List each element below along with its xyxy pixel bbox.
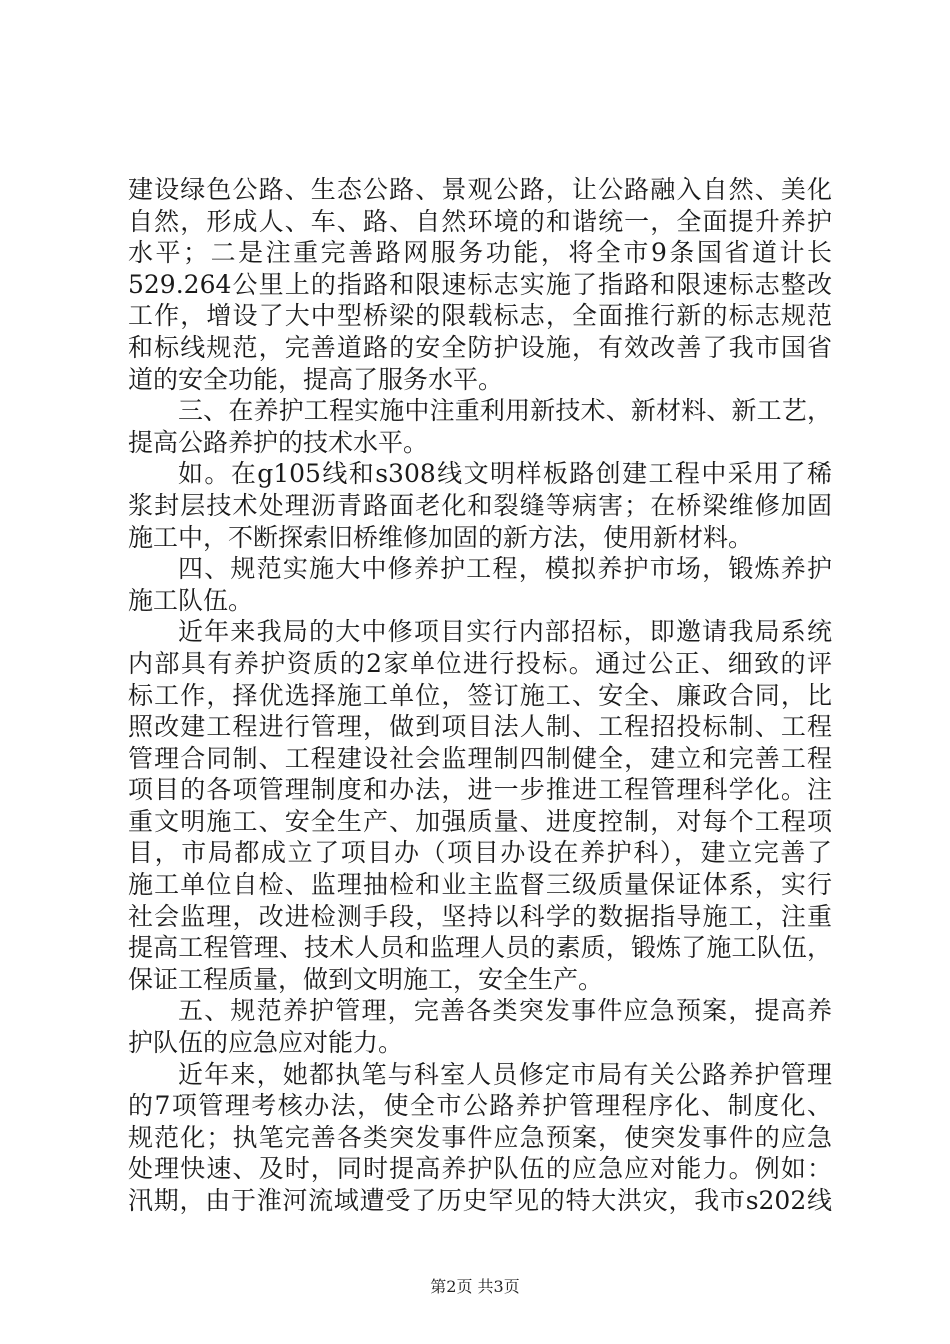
text-line: 近年来我局的大中修项目实行内部招标，即邀请我局系统 xyxy=(178,617,832,647)
text-line: 规范化；执笔完善各类突发事件应急预案，使突发事件的应急 xyxy=(128,1122,832,1152)
text-line: 处理快速、及时，同时提高养护队伍的应急应对能力。例如： xyxy=(128,1154,832,1184)
text-line: 施工中，不断探索旧桥维修加固的新方法，使用新材料。 xyxy=(128,522,754,552)
text-line: 水平；二是注重完善路网服务功能，将全市9条国省道计长 xyxy=(128,238,832,268)
section-heading-line: 提高公路养护的技术水平。 xyxy=(128,427,429,457)
text-line: 建设绿色公路、生态公路、景观公路，让公路融入自然、美化 xyxy=(128,175,832,204)
text-line: 施工单位自检、监理抽检和业主监督三级质量保证体系，实行 xyxy=(128,870,832,900)
section-heading-line: 护队伍的应急应对能力。 xyxy=(128,1028,404,1058)
text-line: 管理合同制、工程建设社会监理制四制健全，建立和完善工程 xyxy=(128,743,832,773)
section-heading-line: 三、在养护工程实施中注重利用新技术、新材料、新工艺， xyxy=(178,396,832,426)
text-line: 如。在g105线和s308线文明样板路创建工程中采用了稀 xyxy=(178,459,832,489)
text-line: 的7项管理考核办法，使全市公路养护管理程序化、制度化、 xyxy=(128,1091,832,1121)
text-line: 近年来，她都执笔与科室人员修定市局有关公路养护管理 xyxy=(178,1059,832,1089)
text-line: 浆封层技术处理沥青路面老化和裂缝等病害；在桥梁维修加固 xyxy=(128,490,832,520)
document-body xyxy=(128,174,832,1217)
text-line: 项目的各项管理制度和办法，进一步推进工程管理科学化。注 xyxy=(128,775,832,805)
section-heading-line: 四、规范实施大中修养护工程，模拟养护市场，锻炼养护 xyxy=(178,554,832,584)
text-line: 目，市局都成立了项目办（项目办设在养护科），建立完善了 xyxy=(128,838,832,868)
section-heading-line: 五、规范养护管理，完善各类突发事件应急预案，提高养 xyxy=(178,996,832,1026)
text-line: 道的安全功能，提高了服务水平。 xyxy=(128,364,504,394)
text-line: 重文明施工、安全生产、加强质量、进度控制，对每个工程项 xyxy=(128,806,832,836)
page-number-footer: 第2页 共3页 xyxy=(430,1277,520,1296)
text-line: 社会监理，改进检测手段，坚持以科学的数据指导施工，注重 xyxy=(128,901,832,931)
text-line: 照改建工程进行管理，做到项目法人制、工程招投标制、工程 xyxy=(128,712,832,742)
text-line: 和标线规范，完善道路的安全防护设施，有效改善了我市国省 xyxy=(128,332,832,362)
section-heading-line: 施工队伍。 xyxy=(128,585,254,615)
text-line: 工作，增设了大中型桥梁的限载标志，全面推行新的标志规范 xyxy=(128,301,832,331)
text-line: 529.264公里上的指路和限速标志实施了指路和限速标志整改 xyxy=(128,269,832,299)
text-line: 标工作，择优选择施工单位，签订施工、安全、廉政合同，比 xyxy=(128,680,832,710)
text-line: 内部具有养护资质的2家单位进行投标。通过公正、细致的评 xyxy=(128,648,832,678)
text-line: 自然，形成人、车、路、自然环境的和谐统一，全面提升养护 xyxy=(128,206,832,236)
text-line: 提高工程管理、技术人员和监理人员的素质，锻炼了施工队伍， xyxy=(128,933,832,963)
text-line: 保证工程质量，做到文明施工，安全生产。 xyxy=(128,964,604,994)
text-line: 汛期，由于淮河流域遭受了历史罕见的特大洪灾，我市s202线 xyxy=(128,1186,832,1215)
